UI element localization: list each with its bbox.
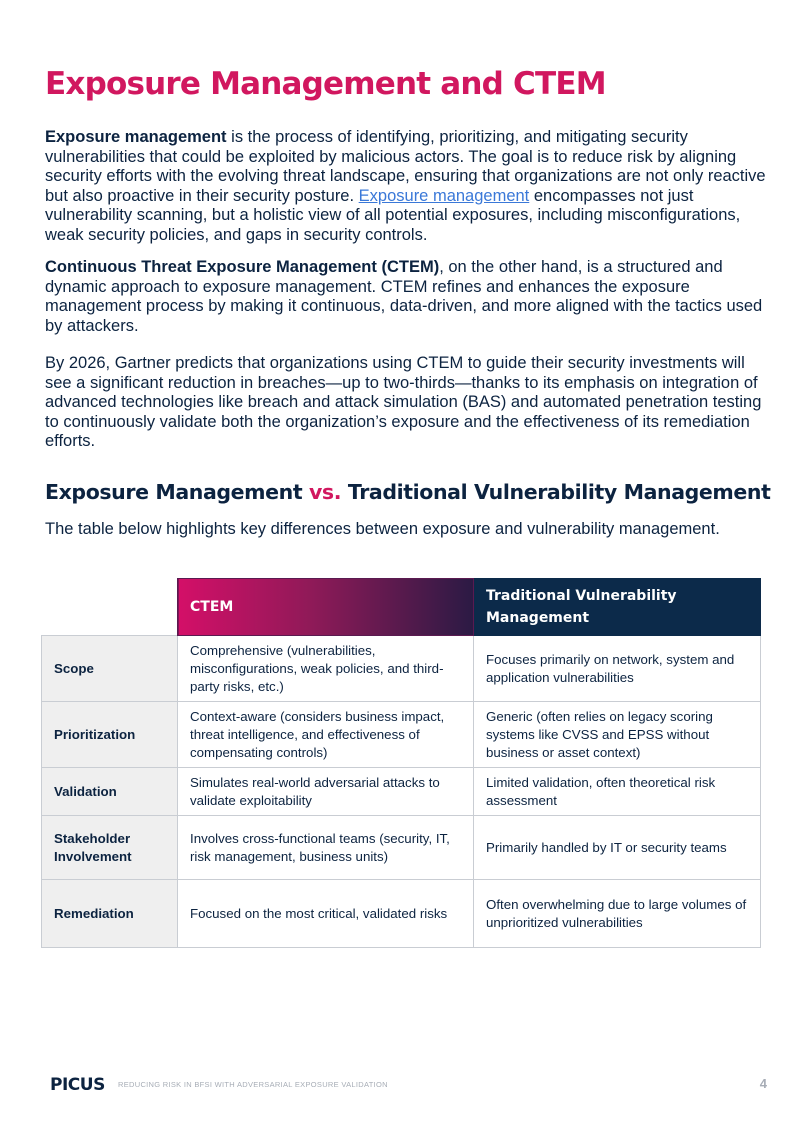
term-ctem: Continuous Threat Exposure Management (CTEM) [45, 258, 440, 276]
picus-logo: PICUS [50, 1075, 105, 1095]
paragraph-text: , on the other hand, is a structured and dynamic approach to exposure management. CTEM refines and enhances the exposure management process by making it continuous, data-driven, and more aligned with the tactics used by attackers. [45, 258, 763, 335]
section-heading [45, 480, 771, 504]
traditional-cell: Focuses primarily on network, system and application vulnerabilities [474, 636, 761, 702]
table-header-empty [42, 579, 178, 636]
traditional-cell: Often overwhelming due to large volumes of unprioritized vulnerabilities [474, 880, 761, 948]
paragraph-text: is the process of identifying, prioritizing, and mitigating security vulnerabilities that could be exploited by malicious actors. The goal is to reduce risk by aligning security efforts with the evolving threat landscape, ensuring that organizations are not only reactive but also proactive in their security posture. [45, 128, 766, 205]
page-number: 4 [759, 1076, 767, 1091]
table-header-traditional: Traditional Vulnerability Management [474, 579, 761, 636]
paragraph-text: encompasses not just vulnerability scanning, but a holistic view of all potential exposures, including misconfigurations, weak security policies, and gaps in security controls. [45, 186, 741, 244]
traditional-cell: Generic (often relies on legacy scoring systems like CVSS and EPSS without business or asset context) [474, 702, 761, 768]
section-heading-part1: Exposure Management [45, 480, 309, 504]
table-row [42, 816, 761, 880]
gartner-paragraph: By 2026, Gartner predicts that organizations using CTEM to guide their security investments will see a significant reduction in breaches—up to two-thirds—thanks to its emphasis on integration of advanced technologies like breach and attack simulation (BAS) and automated penetration testing to continuously validate both the organization’s exposure and the effectiveness of its remediation efforts. [45, 354, 762, 450]
section-heading-vs: vs. [308, 480, 342, 504]
term-exposure-management: Exposure management [45, 128, 227, 146]
page-title: Exposure Management and CTEM [45, 66, 606, 102]
ctem-cell: Context-aware (considers business impact, threat intelligence, and effectiveness of compensating controls) [178, 702, 474, 768]
row-label: Stakeholder Involvement [42, 816, 178, 880]
table-row [42, 768, 761, 816]
comparison-table [41, 578, 761, 948]
table-row [42, 880, 761, 948]
table-row [42, 702, 761, 768]
ctem-cell: Involves cross-functional teams (security, IT, risk management, business units) [178, 816, 474, 880]
ctem-cell: Focused on the most critical, validated risks [178, 880, 474, 948]
ctem-cell: Simulates real-world adversarial attacks to validate exploitability [178, 768, 474, 816]
traditional-cell: Limited validation, often theoretical risk assessment [474, 768, 761, 816]
row-label: Validation [42, 768, 178, 816]
table-row [42, 636, 761, 702]
table-header-row [42, 579, 761, 636]
intro-paragraph [45, 128, 770, 245]
table-header-ctem: CTEM [178, 579, 474, 636]
exposure-management-link[interactable]: Exposure management [358, 186, 530, 205]
row-label: Remediation [42, 880, 178, 948]
ctem-cell: Comprehensive (vulnerabilities, misconfigurations, weak policies, and third-party risks, etc.) [178, 636, 474, 702]
row-label: Prioritization [42, 702, 178, 768]
ctem-paragraph [45, 258, 770, 336]
footer-text: REDUCING RISK IN BFSI WITH ADVERSARIAL EXPOSURE VALIDATION [118, 1080, 388, 1089]
traditional-cell: Primarily handled by IT or security teams [474, 816, 761, 880]
section-heading-part2: Traditional Vulnerability Management [341, 480, 771, 504]
row-label: Scope [42, 636, 178, 702]
section-subtitle: The table below highlights key differences between exposure and vulnerability management. [45, 520, 720, 538]
